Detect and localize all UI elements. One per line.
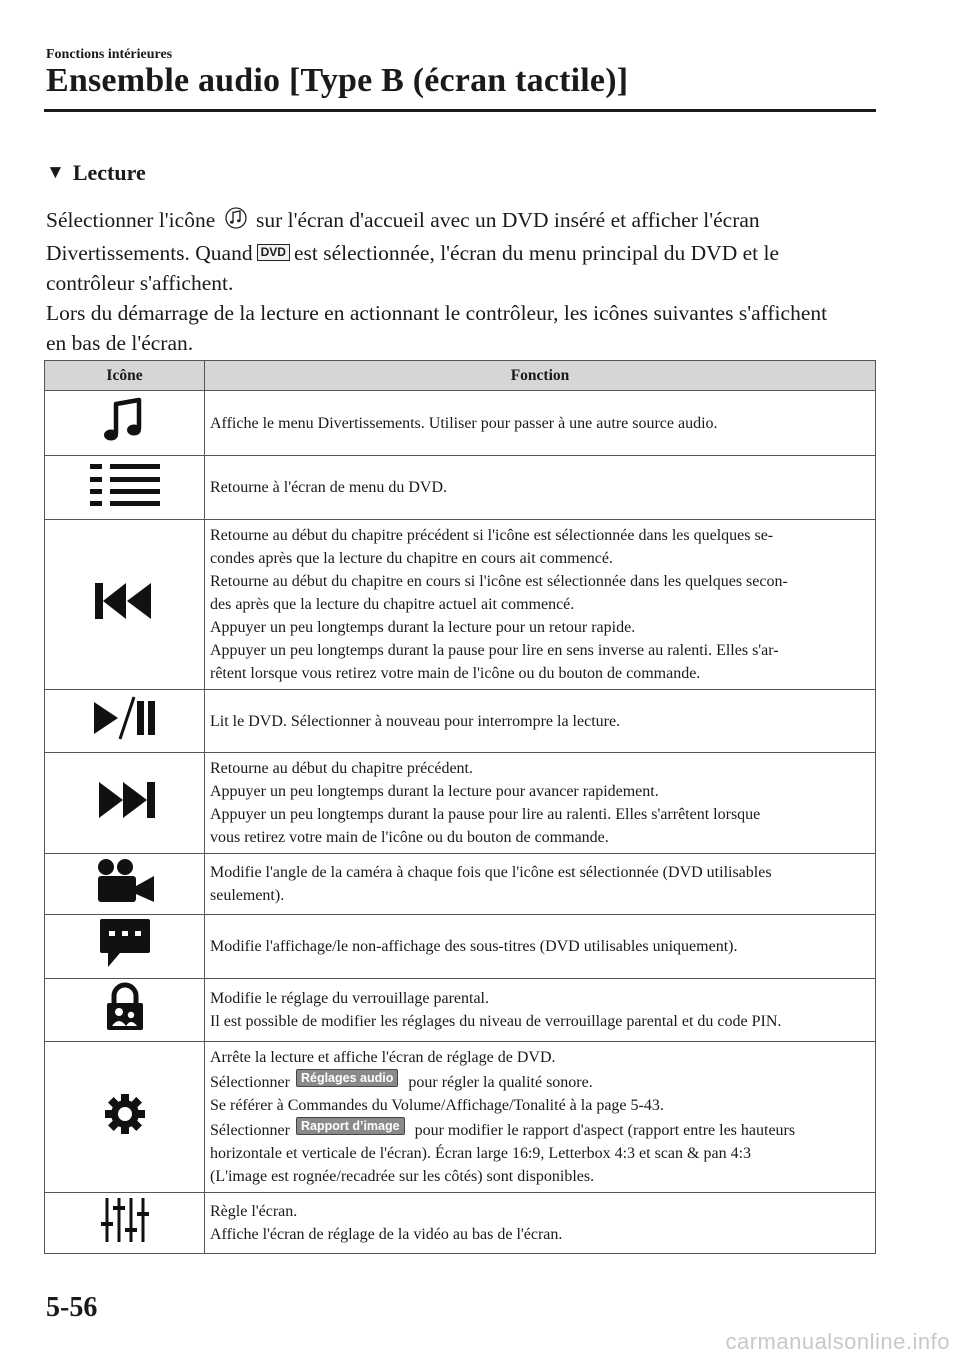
triangle-marker: ▼ bbox=[46, 162, 65, 183]
equalizer-sliders-icon bbox=[99, 1231, 151, 1248]
function-text: Retourne à l'écran de menu du DVD. bbox=[210, 479, 448, 496]
icon-function-table bbox=[44, 360, 876, 1254]
subtitles-icon bbox=[96, 956, 154, 973]
function-text bbox=[210, 1069, 869, 1094]
table-row bbox=[45, 753, 876, 854]
audio-settings-button: Réglages audio bbox=[296, 1069, 398, 1087]
function-text: condes après que la lecture du chapitre en cours ait commencé. bbox=[210, 550, 613, 567]
function-text: Affiche l'écran de réglage de la vidéo au bas de l'écran. bbox=[210, 1226, 563, 1243]
subsection-heading bbox=[46, 160, 146, 186]
aspect-ratio-button: Rapport d’image bbox=[296, 1117, 405, 1135]
function-text: Appuyer un peu longtemps durant la lecture pour avancer rapidement. bbox=[210, 783, 659, 800]
table-row bbox=[45, 391, 876, 456]
function-text: Appuyer un peu longtemps durant la pause pour lire en sens inverse au ralenti. Elles s'ar- bbox=[210, 642, 779, 659]
next-track-icon bbox=[93, 809, 157, 826]
function-text: seulement). bbox=[210, 887, 285, 904]
table-row bbox=[45, 520, 876, 690]
function-text: Modifie l'affichage/le non-affichage des sous-titres (DVD utilisables uniquement). bbox=[210, 938, 738, 955]
column-header-icon: Icône bbox=[45, 361, 205, 391]
function-text: Arrête la lecture et affiche l'écran de réglage de DVD. bbox=[210, 1049, 556, 1066]
intro-text-5: en bas de l'écran. bbox=[46, 331, 194, 355]
function-text-part: pour régler la qualité sonore. bbox=[408, 1074, 593, 1091]
page-title: Ensemble audio [Type B (écran tactile)] bbox=[46, 62, 629, 99]
function-text: (L'image est rognée/recadrée sur les côtés) sont disponibles. bbox=[210, 1168, 595, 1185]
table-row bbox=[45, 690, 876, 753]
section-header: Fonctions intérieures bbox=[46, 47, 173, 62]
intro-text-1a: Sélectionner l'icône bbox=[46, 208, 216, 232]
intro-text-4: Lors du démarrage de la lecture en actionnant le contrôleur, les icônes suivantes s'affichent bbox=[46, 301, 828, 325]
page-number: 5-56 bbox=[46, 1292, 98, 1323]
table-row bbox=[45, 456, 876, 520]
function-text: Retourne au début du chapitre précédent si l'icône est sélectionnée dans les quelques se- bbox=[210, 527, 774, 544]
table-row bbox=[45, 1042, 876, 1193]
subsection-title: Lecture bbox=[72, 160, 146, 185]
intro-text-1b: sur l'écran d'accueil avec un DVD inséré et afficher l'écran bbox=[256, 208, 760, 232]
function-text: Se référer à Commandes du Volume/Affichage/Tonalité à la page 5-43. bbox=[210, 1097, 664, 1114]
table-row bbox=[45, 1193, 876, 1254]
settings-gear-icon bbox=[103, 1123, 147, 1140]
watermark: carmanualsonline.info bbox=[725, 1329, 950, 1354]
table-row bbox=[45, 979, 876, 1042]
intro-text bbox=[46, 205, 876, 358]
intro-text-3: contrôleur s'affichent. bbox=[46, 271, 234, 295]
function-text: Lit le DVD. Sélectionner à nouveau pour interrompre la lecture. bbox=[210, 712, 621, 730]
parental-lock-icon bbox=[102, 1019, 148, 1036]
function-text: Modifie l'angle de la caméra à chaque fois que l'icône est sélectionnée (DVD utilisables bbox=[210, 864, 772, 881]
table-row bbox=[45, 915, 876, 979]
column-header-function: Fonction bbox=[205, 361, 876, 391]
music-note-icon bbox=[225, 206, 247, 238]
function-text: Affiche le menu Divertissements. Utiliser pour passer à une autre source audio. bbox=[210, 414, 718, 432]
function-text-part: pour modifier le rapport d'aspect (rapport entre les hauteurs bbox=[414, 1122, 796, 1139]
function-text: vous retirez votre main de l'icône ou du bouton de commande. bbox=[210, 829, 609, 846]
function-text: Règle l'écran. bbox=[210, 1203, 298, 1220]
intro-text-2a: Divertissements. Quand bbox=[46, 241, 253, 265]
music-note-icon bbox=[95, 433, 155, 450]
title-divider bbox=[44, 109, 876, 112]
list-menu-icon bbox=[85, 493, 165, 510]
function-text bbox=[210, 1117, 869, 1142]
function-text-part: Sélectionner bbox=[210, 1074, 290, 1091]
function-text: Il est possible de modifier les réglages du niveau de verrouillage parental et du code PIN. bbox=[210, 1013, 782, 1030]
function-text: Appuyer un peu longtemps durant la lecture pour un retour rapide. bbox=[210, 619, 636, 636]
function-text: horizontale et verticale de l'écran). Écran large 16:9, Letterbox 4:3 et scan & pan 4:3 bbox=[210, 1145, 752, 1162]
dvd-button: DVD bbox=[257, 244, 290, 261]
function-text: Retourne au début du chapitre en cours si l'icône est sélectionnée dans les quelques secon- bbox=[210, 573, 788, 590]
camera-angle-icon bbox=[92, 893, 158, 910]
function-text: des après que la lecture du chapitre actuel ait commencé. bbox=[210, 596, 575, 613]
intro-text-2b: est sélectionnée, l'écran du menu principal du DVD et le bbox=[293, 241, 780, 265]
table-header-row bbox=[45, 361, 876, 391]
function-text: Appuyer un peu longtemps durant la pause pour lire au ralenti. Elles s'arrêtent lorsque bbox=[210, 806, 761, 823]
table-row bbox=[45, 854, 876, 915]
play-pause-icon bbox=[90, 728, 160, 745]
function-text: rêtent lorsque vous retirez votre main de l'icône ou du bouton de commande. bbox=[210, 665, 701, 682]
previous-track-icon bbox=[93, 610, 157, 627]
function-text: Retourne au début du chapitre précédent. bbox=[210, 760, 473, 777]
function-text-part: Sélectionner bbox=[210, 1122, 290, 1139]
function-text: Modifie le réglage du verrouillage parental. bbox=[210, 990, 489, 1007]
